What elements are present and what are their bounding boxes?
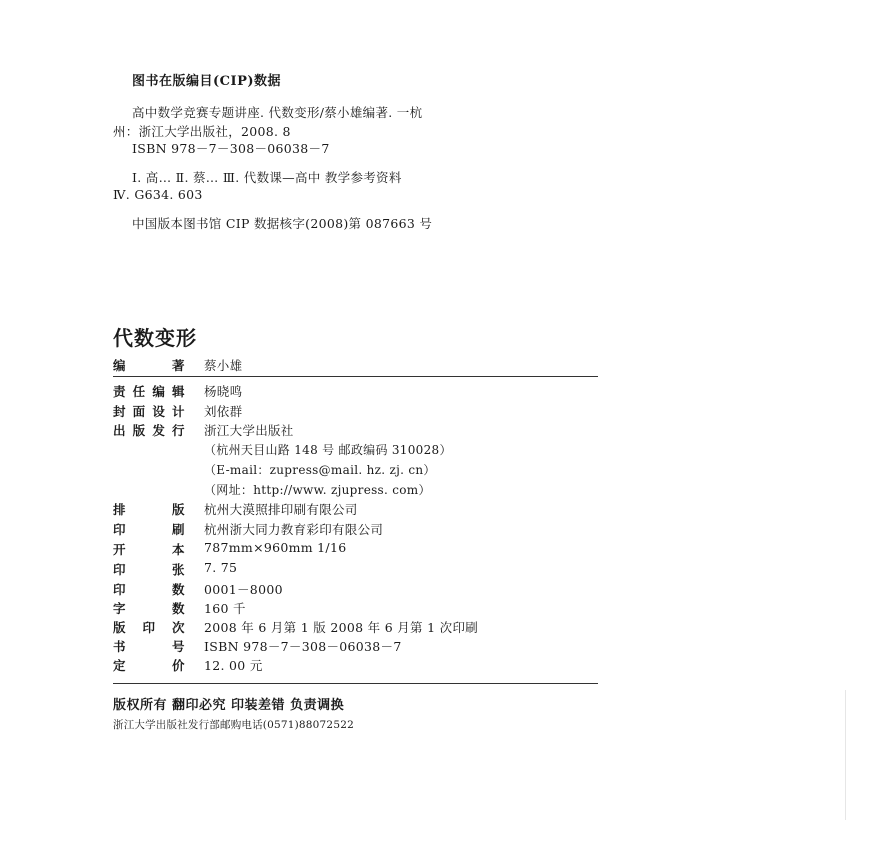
- book-title: 代数变形: [113, 326, 197, 350]
- spec-label: 书号: [113, 639, 185, 654]
- divider-bottom: [113, 683, 598, 684]
- spec-label: 印刷: [113, 522, 185, 537]
- credit-value: 蔡小雄: [204, 358, 243, 373]
- credit-value: 浙江大学出版社: [204, 423, 294, 438]
- spec-label: 印数: [113, 582, 185, 597]
- divider-top: [113, 376, 598, 377]
- credit-label: 出版发行: [113, 423, 185, 438]
- spec-value: 2008 年 6 月第 1 版 2008 年 6 月第 1 次印刷: [204, 620, 479, 635]
- publisher-website: （网址：http://www. zjupress. com）: [204, 483, 431, 497]
- spec-value: 7. 75: [204, 560, 238, 575]
- cip-line-2: 州：浙江大学出版社，2008. 8: [113, 124, 291, 139]
- spec-label: 排版: [113, 502, 185, 517]
- credit-label: 责任编辑: [113, 384, 185, 399]
- spec-label: 印张: [113, 562, 185, 577]
- credit-label: 编著: [113, 358, 185, 373]
- cip-heading: 图书在版编目(CIP)数据: [132, 74, 282, 89]
- spec-value: 787mm×960mm 1/16: [204, 540, 347, 555]
- cip-isbn: ISBN 978－7－308－06038－7: [132, 141, 330, 156]
- spec-value: 杭州浙大同力教育彩印有限公司: [204, 522, 384, 537]
- mail-order-phone: 浙江大学出版社发行部邮购电话(0571)88072522: [113, 719, 354, 731]
- cip-record-number: 中国版本图书馆 CIP 数据核字(2008)第 087663 号: [132, 216, 433, 231]
- credit-value: 杨晓鸣: [204, 384, 243, 399]
- publisher-email: （E-mail：zupress@mail. hz. zj. cn）: [204, 463, 436, 477]
- spec-value: 杭州大漠照排印刷有限公司: [204, 502, 358, 517]
- spec-value: 12. 00 元: [204, 658, 263, 673]
- spec-value: ISBN 978－7－308－06038－7: [204, 639, 402, 654]
- spec-label: 字数: [113, 601, 185, 616]
- spec-label: 定价: [113, 658, 185, 673]
- spec-value: 0001－8000: [204, 582, 283, 597]
- credit-value: 刘依群: [204, 404, 243, 419]
- cip-classification: Ⅳ. G634. 603: [113, 187, 203, 202]
- rights-notice: 版权所有 翻印必究 印装差错 负责调换: [113, 698, 345, 713]
- spec-value: 160 千: [204, 601, 246, 616]
- scan-edge-mark: [845, 690, 846, 820]
- cip-line-1: 高中数学竞赛专题讲座. 代数变形/蔡小雄编著. 一杭: [132, 105, 423, 120]
- spec-label: 版印次: [113, 620, 185, 635]
- publisher-address: （杭州天目山路 148 号 邮政编码 310028）: [204, 443, 452, 457]
- credit-label: 封面设计: [113, 404, 185, 419]
- cip-subjects: Ⅰ. 高… Ⅱ. 蔡… Ⅲ. 代数课—高中 教学参考资料: [132, 170, 402, 185]
- spec-label: 开本: [113, 542, 185, 557]
